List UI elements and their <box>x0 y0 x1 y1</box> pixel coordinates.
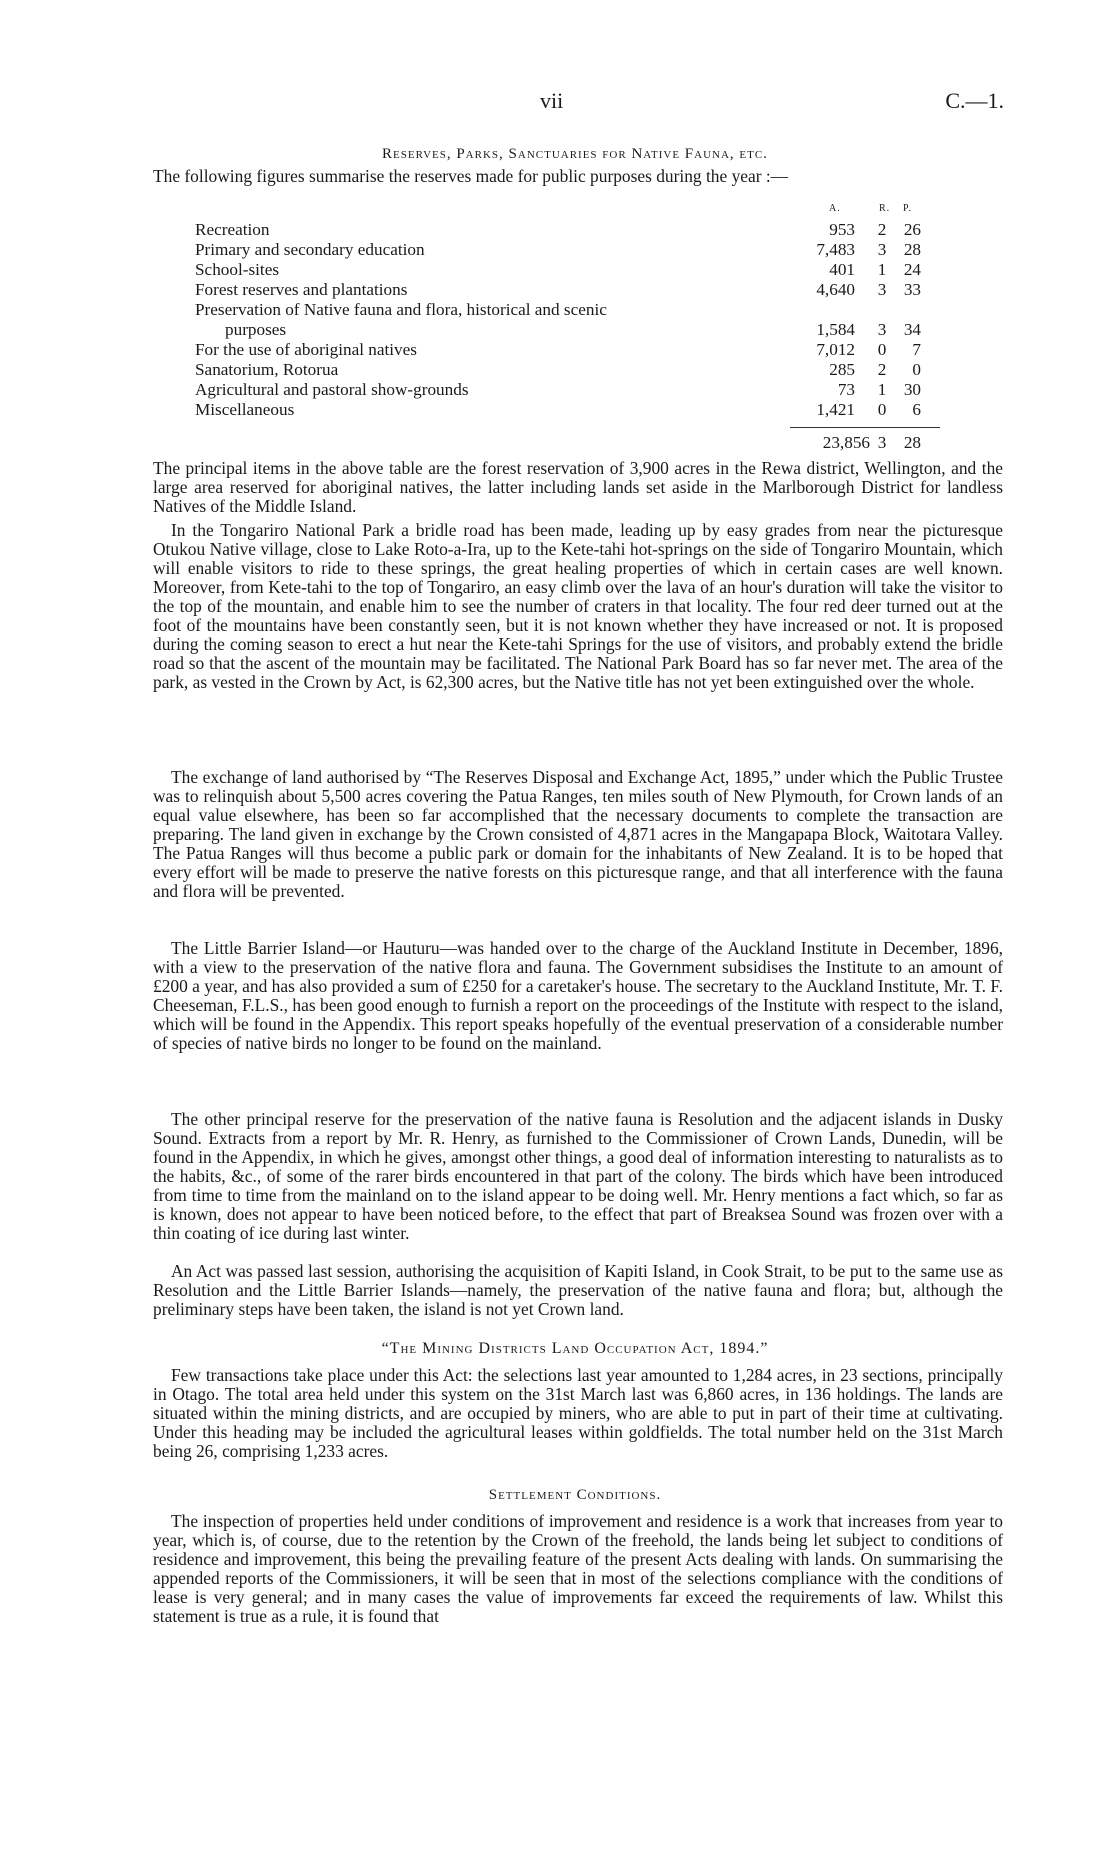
row-label: Sanatorium, Rotorua <box>195 360 339 379</box>
row-label: Preservation of Native fauna and flora, historical and scenic <box>195 300 607 319</box>
paragraph <box>153 1366 1003 1461</box>
table-row <box>195 300 975 320</box>
row-roods: 1 <box>877 260 887 279</box>
paragraph <box>153 521 1003 692</box>
table-row <box>195 320 975 340</box>
row-label: For the use of aboriginal natives <box>195 340 417 359</box>
reserves-intro: The following figures summarise the reserves made for public purposes during the year :— <box>153 166 789 186</box>
row-label: Forest reserves and plantations <box>195 280 408 299</box>
row-perches: 26 <box>903 220 921 239</box>
table-row <box>195 280 975 300</box>
row-perches: 6 <box>912 400 921 419</box>
row-acres: 953 <box>829 220 855 239</box>
section-heading-mining: “The Mining Districts Land Occupation Act, 1894.” <box>381 1340 769 1357</box>
section-heading-settlement: Settlement Conditions. <box>488 1487 662 1503</box>
row-acres: 285 <box>829 360 855 379</box>
paragraph-text: The Little Barrier Island—or Hauturu—was handed over to the charge of the Auckland Institute in December, 1896, with a view to the preservation of the native flora and fauna. The Government subsidises the Institute to an amount of £200 a year, and has also provided a sum of £250 for a caretaker's house. The secretary to the Auckland Institute, Mr. T. F. Cheeseman, F.L.S., has been good enough to furnish a report on the proceedings of the Institute with respect to the island, which will be found in the Appendix. This report speaks hopefully of the eventual preservation of a considerable number of species of native birds no longer to be found on the mainland. <box>153 938 1003 1053</box>
section-heading-reserves: Reserves, Parks, Sanctuaries for Native Fauna, etc. <box>382 146 768 162</box>
table-row <box>195 380 975 400</box>
row-perches: 7 <box>912 340 921 359</box>
table-row <box>195 220 975 240</box>
row-acres: 1,421 <box>816 400 855 419</box>
row-acres: 1,584 <box>816 320 855 339</box>
table-row <box>195 340 975 360</box>
row-label: School-sites <box>195 260 280 279</box>
table-row <box>195 360 975 380</box>
row-roods: 0 <box>877 340 887 359</box>
paragraph-text: An Act was passed last session, authorising the acquisition of Kapiti Island, in Cook Strait, to be put to the same use as Resolution and the Little Barrier Islands—namely, the preservation of the native fauna and flora; but, although the preliminary steps have been taken, the island is not yet Crown land. <box>153 1261 1003 1319</box>
paragraph <box>153 1262 1003 1319</box>
row-label: Recreation <box>195 220 270 239</box>
row-perches: 30 <box>903 380 921 399</box>
row-perches: 24 <box>903 260 921 279</box>
paragraph-text: The exchange of land authorised by “The Reserves Disposal and Exchange Act, 1895,” under which the Public Trustee was to relinquish about 5,500 acres covering the Patua Ranges, ten miles south of New Plymouth, for Crown lands of an equal value elsewhere, has been so far accomplished that the necessary documents to complete the transaction are preparing. The land given in exchange by the Crown consisted of 4,871 acres in the Mangapapa Block, Waitotara Valley. The Patua Ranges will thus become a public park or domain for the inhabitants of New Zealand. It is to be hoped that every effort will be made to preserve the native forests on this picturesque range, and that all interference with the fauna and flora will be prevented. <box>153 767 1003 901</box>
row-perches: 0 <box>912 360 921 379</box>
row-roods: 3 <box>877 280 887 299</box>
row-roods: 2 <box>877 220 887 239</box>
paragraph <box>153 768 1003 901</box>
row-acres: 4,640 <box>816 280 855 299</box>
total-roods: 3 <box>877 433 887 452</box>
paragraph-text: Few transactions take place under this Act: the selections last year amounted to 1,284 acres, in 23 sections, principally in Otago. The total area held under this system on the 31st March last was 6,860 acres, in 136 holdings. The lands are situated within the mining districts, and are occupied by miners, who are able to put in part of their time at cultivating. Under this heading may be included the agricultural leases within goldfields. The total number held on the 31st March being 26, comprising 1,233 acres. <box>153 1365 1003 1461</box>
row-label: purposes <box>225 320 287 339</box>
paragraph <box>153 939 1003 1053</box>
paragraph-text: The principal items in the above table are the forest reservation of 3,900 acres in the Rewa district, Wellington, and the large area reserved for aboriginal natives, the latter including lands set aside in the Marlborough District for landless Natives of the Middle Island. <box>153 458 1003 516</box>
row-roods: 2 <box>877 360 887 379</box>
col-head-acres: A. <box>829 203 841 214</box>
table-row <box>195 240 975 260</box>
row-roods: 3 <box>877 240 887 259</box>
total-perches: 28 <box>903 433 921 452</box>
row-perches: 28 <box>903 240 921 259</box>
row-perches: 34 <box>903 320 921 339</box>
row-acres: 73 <box>837 380 855 399</box>
paragraph-text: The other principal reserve for the preservation of the native fauna is Resolution and the adjacent islands in Dusky Sound. Extracts from a report by Mr. R. Henry, as furnished to the Commissioner of Crown Lands, Dunedin, will be found in the Appendix, in which he gives, amongst other things, a good deal of information interesting to naturalists as to the habits, &c., of some of the rarer birds encountered in that part of the colony. The birds which have been introduced from time to time from the mainland on to the island appear to be doing well. Mr. Henry mentions a fact which, so far as is known, does not appear to have been noticed before, to the effect that part of Breaksea Sound was frozen over with a thin coating of ice during last winter. <box>153 1109 1003 1243</box>
paragraph <box>153 1512 1003 1626</box>
row-label: Agricultural and pastoral show-grounds <box>195 380 469 399</box>
row-roods: 3 <box>877 320 887 339</box>
row-acres: 7,012 <box>816 340 855 359</box>
page-number: vii <box>540 88 564 113</box>
total-acres: 23,856 <box>822 433 870 452</box>
table-row <box>195 400 975 420</box>
document-code: C.—1. <box>945 88 1004 113</box>
total-rule <box>790 427 940 428</box>
col-head-perches: P. <box>903 203 912 214</box>
row-perches: 33 <box>903 280 921 299</box>
row-label: Miscellaneous <box>195 400 295 419</box>
row-acres: 7,483 <box>816 240 855 259</box>
row-roods: 1 <box>877 380 887 399</box>
row-roods: 0 <box>877 400 887 419</box>
paragraph <box>153 1110 1003 1243</box>
row-label: Primary and secondary education <box>195 240 425 259</box>
paragraph-text: In the Tongariro National Park a bridle road has been made, leading up by easy grades from near the picturesque Otukou Native village, close to Lake Roto-a-Ira, up to the Kete-tahi hot-springs on the side of Tongariro Mountain, which will enable visitors to ride to these springs, the great healing properties of which in certain cases are well known. Moreover, from Kete-tahi to the top of Tongariro, an easy climb over the lava of an hour's duration will take the visitor to the top of the mountain, and enable him to see the number of craters in that locality. The four red deer turned out at the foot of the mountains have been constantly seen, but it is not known whether they have increased or not. It is proposed during the coming season to erect a hut near the Kete-tahi Springs for the use of visitors, and probably extend the bridle road so that the ascent of the mountain may be facilitated. The National Park Board has so far never met. The area of the park, as vested in the Crown by Act, is 62,300 acres, but the Native title has not yet been extinguished over the whole. <box>153 520 1003 692</box>
table-row <box>195 260 975 280</box>
row-acres: 401 <box>829 260 855 279</box>
paragraph <box>153 459 1003 516</box>
paragraph-text: The inspection of properties held under conditions of improvement and residence is a work that increases from year to year, which is, of course, due to the retention by the Crown of the freehold, the lands being let subject to conditions of residence and improvement, this being the prevailing feature of the present Acts dealing with lands. On summarising the appended reports of the Commissioners, it will be seen that in most of the selections compliance with the conditions of lease is very general; and in many cases the value of improvements far exceed the requirements of law. Whilst this statement is true as a rule, it is found that <box>153 1511 1003 1626</box>
col-head-roods: R. <box>879 203 891 214</box>
